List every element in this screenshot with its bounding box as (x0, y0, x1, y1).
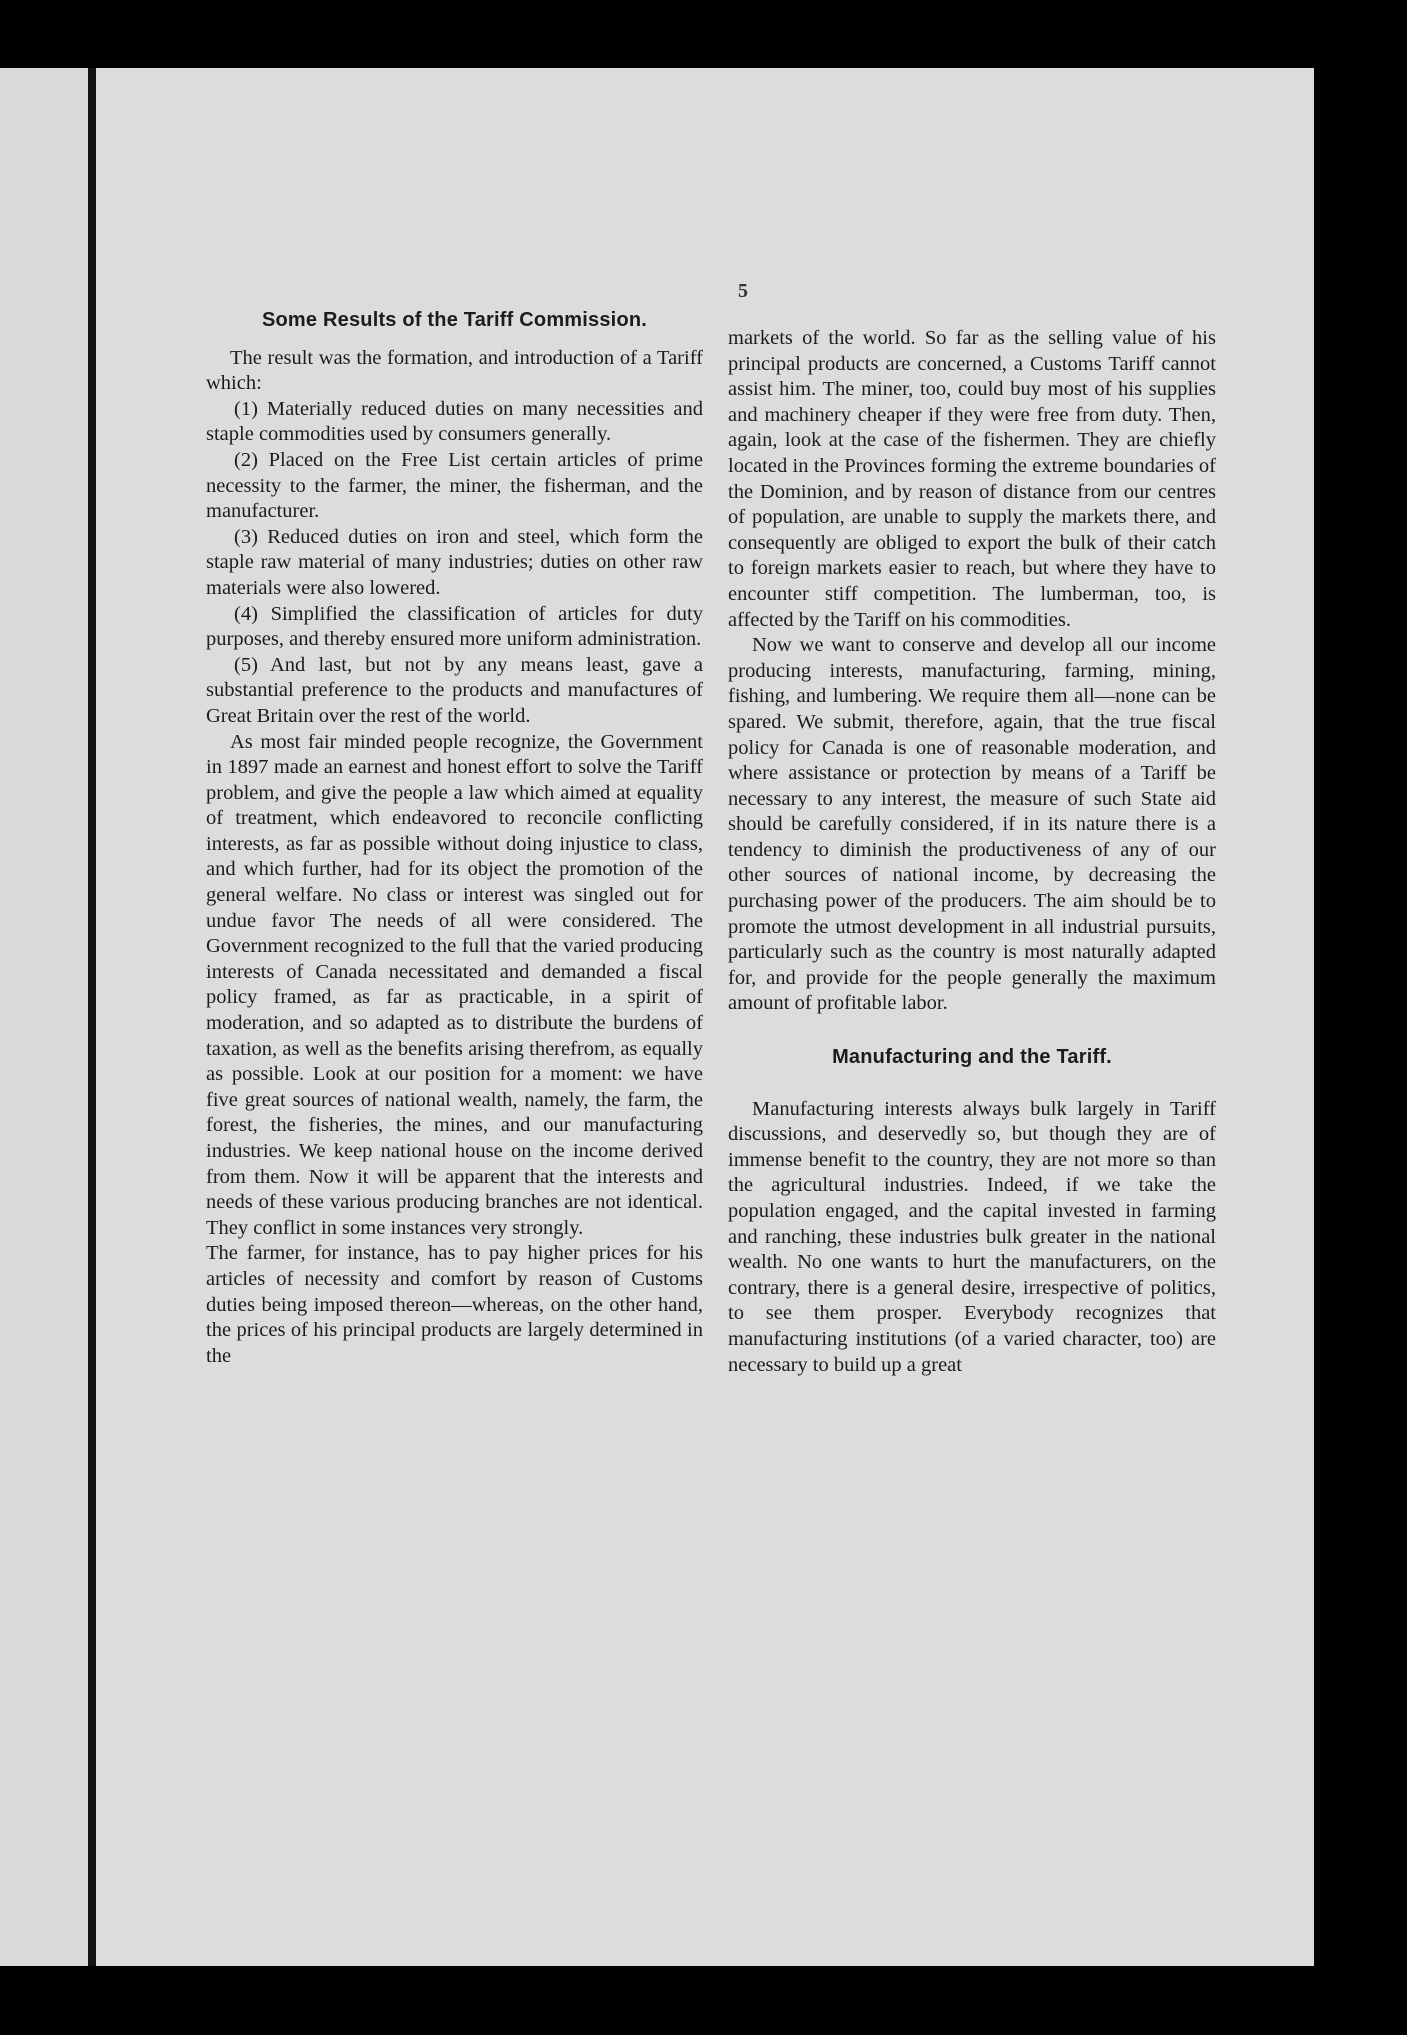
paragraph: markets of the world. So far as the selling value of his principal products are concerned, a Customs Tariff cannot assist him. The miner, too, could buy most of his supplies and machinery cheaper if they were free from duty. Then, again, look at the case of the fishermen. They are chiefly located in the Provinces forming the extreme boundaries of the Dominion, and by reason of distance from our centres of population, are unable to supply the markets there, and consequently are obliged to export the bulk of their catch to foreign markets easier to reach, but where they have to encounter stiff competition. The lumberman, too, is affected by the Tariff on his commodities. (728, 327, 1216, 631)
paragraph: The result was the formation, and introduction of a Tariff which: (206, 346, 703, 395)
section-heading-tariff-commission: Some Results of the Tariff Commission. (261, 309, 648, 331)
paragraph: Manufacturing interests always bulk largely in Tariff discussions, and deservedly so, but though they are of immense benefit to the country, they are not more so than the agricultural industries. Indeed, if we take the population engaged, and the capital invested in farming and ranching, these industries bulk greater in the national wealth. No one wants to hurt the manufacturers, on the contrary, there is a general desire, irrespective of politics, to see them prosper. Everybody recognizes that manufacturing institutions (of a varied character, too) are necessary to build up a great (728, 1097, 1216, 1376)
list-item: (2) Placed on the Free List certain articles of prime necessity to the farmer, the miner, the fisherman, and the manufacturer. (206, 448, 703, 523)
section-heading-manufacturing: Manufacturing and the Tariff. (832, 1046, 1112, 1069)
right-column (728, 326, 1216, 1378)
left-column (206, 308, 703, 1369)
facing-page-edge (0, 68, 88, 1966)
document-page (96, 68, 1314, 1966)
paragraph: The farmer, for instance, has to pay higher prices for his articles of necessity and comfort by reason of Customs duties being imposed thereon—whereas, on the other hand, the prices of his principal products are largely determined in the (206, 1242, 703, 1367)
paragraph: As most fair minded people recognize, the Government in 1897 made an earnest and honest effort to solve the Tariff problem, and give the people a law which aimed at equality of treatment, which endeavored to reconcile conflicting interests, as far as possible without doing injustice to class, and which further, had for its object the promotion of the general welfare. No class or interest was singled out for undue favor The needs of all were considered. The Government recognized to the full that the varied producing interests of Canada necessitated and demanded a fiscal policy framed, as far as practicable, in a spirit of moderation, and so adapted as to distribute the burdens of taxation, as well as the benefits arising therefrom, as equally as possible. Look at our position for a moment: we have five great sources of national wealth, namely, the farm, the forest, the fisheries, the mines, and our manufacturing industries. We keep national house on the income derived from them. Now it will be apparent that the interests and needs of these various producing branches are not identical. They conflict in some instances very strongly. (206, 730, 703, 1239)
list-item: (4) Simplified the classification of articles for duty purposes, and thereby ensured more uniform administration. (206, 602, 703, 651)
list-item: (1) Materially reduced duties on many necessities and staple commodities used by consumers generally. (206, 397, 703, 446)
book-spine (88, 68, 96, 1966)
paragraph: Now we want to conserve and develop all our income producing interests, manufacturing, farming, mining, fishing, and lumbering. We require them all—none can be spared. We submit, therefore, again, that the true fiscal policy for Canada is one of reasonable moderation, and where assistance or protection by means of a Tariff be necessary to any interest, the measure of such State aid should be carefully considered, if in its nature there is a tendency to diminish the productiveness of any of our other sources of national income, by decreasing the purchasing power of the producers. The aim should be to promote the utmost development in all industrial pursuits, particularly such as the country is most naturally adapted for, and provide for the people generally the maximum amount of profitable labor. (728, 634, 1216, 1015)
list-item: (5) And last, but not by any means least, gave a substantial preference to the products and manufactures of Great Britain over the rest of the world. (206, 653, 703, 727)
list-item: (3) Reduced duties on iron and steel, which form the staple raw material of many industries; duties on other raw materials were also lowered. (206, 525, 703, 599)
page-number: 5 (738, 280, 748, 302)
